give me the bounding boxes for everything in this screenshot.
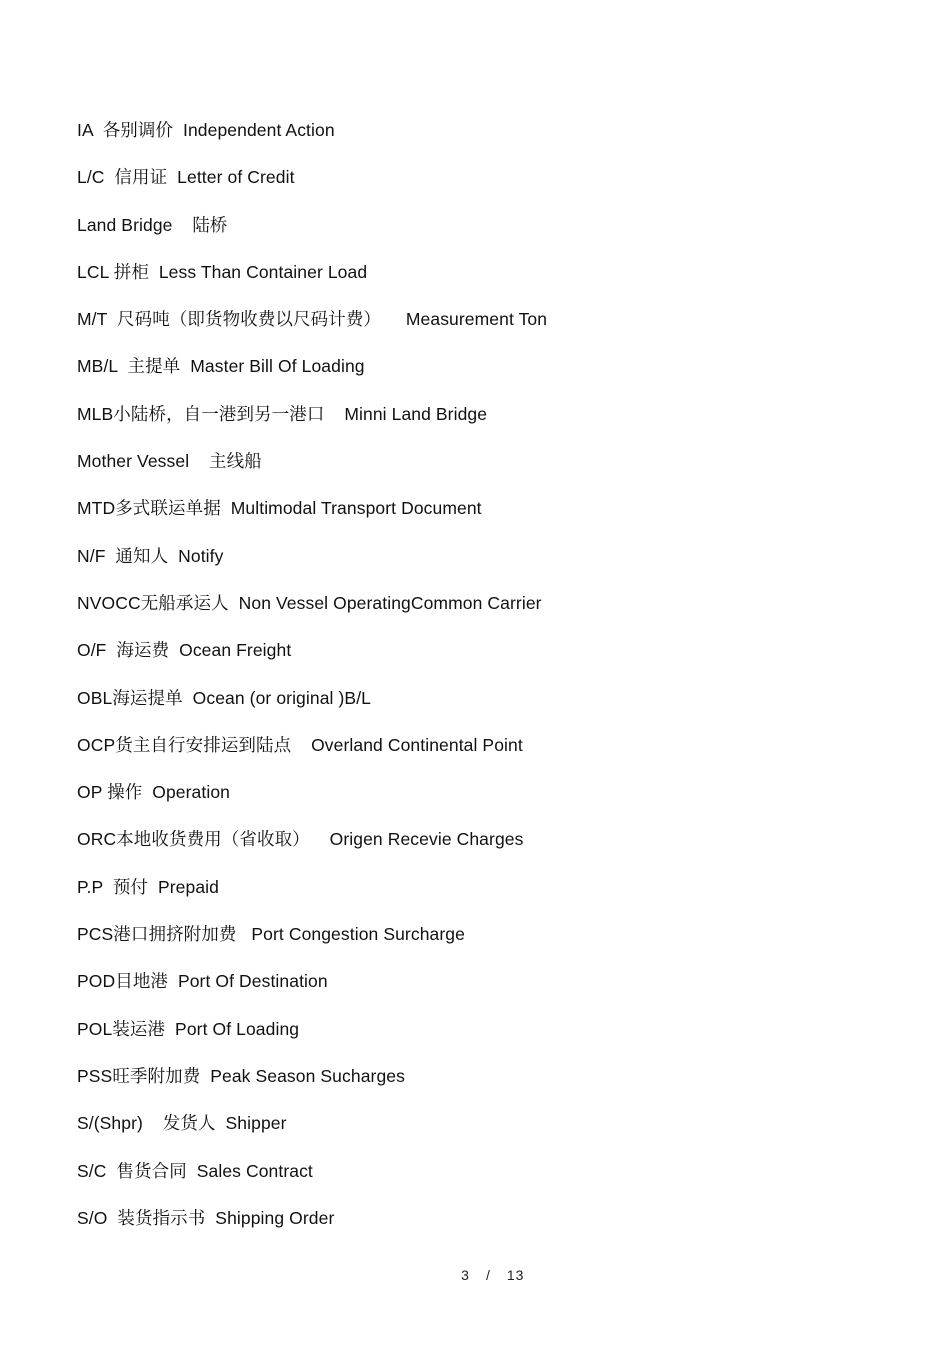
page-current: 3 bbox=[461, 1267, 470, 1283]
glossary-entry: S/C 售货合同 Sales Contract bbox=[77, 1160, 313, 1181]
page-number bbox=[0, 1251, 950, 1299]
glossary-entry: O/F 海运费 Ocean Freight bbox=[77, 640, 292, 661]
glossary-entry: NVOCC无船承运人 Non Vessel OperatingCommon Carrier bbox=[77, 592, 542, 613]
glossary-entry: S/O 装货指示书 Shipping Order bbox=[77, 1207, 335, 1228]
glossary-entry: MLB小陆桥，自一港到另一港口 Minni Land Bridge bbox=[77, 403, 488, 424]
glossary-entry: OCP货主自行安排运到陆点 Overland Continental Point bbox=[77, 734, 523, 755]
glossary-entry: IA 各别调价 Independent Action bbox=[77, 120, 335, 140]
page-separator: / bbox=[485, 1267, 491, 1283]
glossary-entry: PSS旺季附加费 Peak Season Sucharges bbox=[77, 1065, 405, 1086]
glossary-entry: LCL 拼柜 Less Than Container Load bbox=[77, 261, 368, 282]
glossary-entry: OBL海运提单 Ocean (or original )B/L bbox=[77, 687, 371, 708]
glossary-entry: OP 操作 Operation bbox=[77, 782, 231, 803]
glossary-entry: M/T 尺码吨（即货物收费以尺码计费） Measurement Ton bbox=[77, 309, 548, 330]
glossary-entry: S/(Shpr) 发货人 Shipper bbox=[77, 1113, 287, 1134]
glossary-entry: PCS港口拥挤附加费 Port Congestion Surcharge bbox=[77, 924, 465, 945]
glossary-list bbox=[77, 118, 547, 1253]
page-total: 13 bbox=[506, 1267, 525, 1283]
glossary-entry: POL装运港 Port Of Loading bbox=[77, 1018, 300, 1039]
glossary-entry: L/C 信用证 Letter of Credit bbox=[77, 167, 295, 188]
glossary-entry: MTD多式联运单据 Multimodal Transport Document bbox=[77, 498, 482, 519]
glossary-entry: ORC本地收货费用（省收取） Origen Recevie Charges bbox=[77, 829, 524, 850]
glossary-entry: Mother Vessel 主线船 bbox=[77, 451, 262, 472]
glossary-entry: N/F 通知人 Notify bbox=[77, 545, 224, 566]
glossary-entry: P.P 预付 Prepaid bbox=[77, 876, 220, 897]
glossary-entry: MB/L 主提单 Master Bill Of Loading bbox=[77, 356, 365, 377]
glossary-entry: Land Bridge 陆桥 bbox=[77, 214, 228, 235]
glossary-entry: POD目地港 Port Of Destination bbox=[77, 971, 328, 992]
